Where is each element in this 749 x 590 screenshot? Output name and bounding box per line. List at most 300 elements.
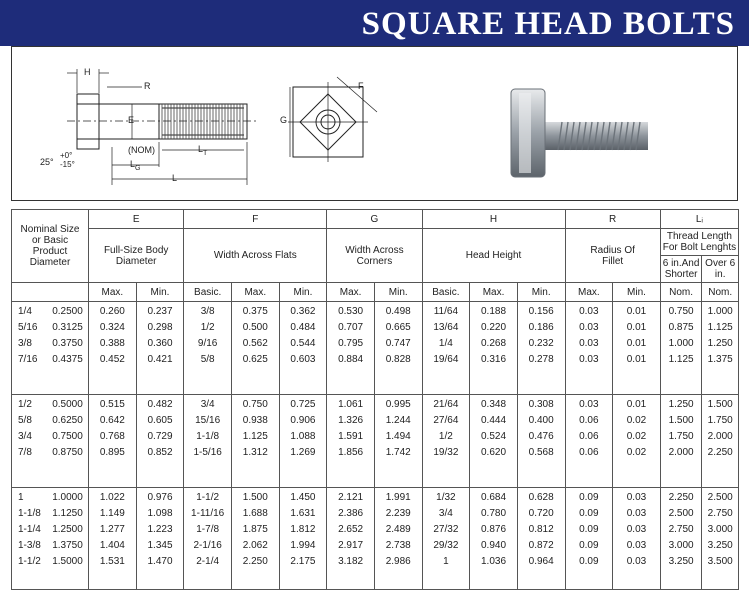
- table-value: 0.06: [579, 415, 599, 426]
- cell-g-min: [374, 302, 422, 395]
- table-value: 1-11/16: [191, 508, 225, 519]
- table-value: 0.01: [626, 338, 647, 349]
- table-value: 2.500: [668, 508, 694, 519]
- table-value: 0.498: [385, 306, 411, 317]
- table-value: 1.1250: [52, 508, 83, 519]
- bolt-photo: [414, 47, 737, 200]
- table-value: 1.500: [668, 415, 694, 426]
- dim-tol-minus: -15°: [60, 160, 75, 169]
- dim-e-label: E: [128, 115, 135, 125]
- cell-l-over: [702, 488, 739, 590]
- table-value: 2.386: [338, 508, 364, 519]
- cell-h-max: [470, 395, 518, 488]
- cell-size: [12, 395, 47, 488]
- table-value: 1/32: [436, 492, 456, 503]
- group-header-e: E: [89, 210, 184, 229]
- table-value: 2.250: [668, 492, 694, 503]
- table-value: 0.603: [290, 354, 316, 365]
- table-value: 0.362: [290, 306, 316, 317]
- table-value: 0.544: [290, 338, 316, 349]
- table-value: 0.360: [147, 338, 173, 349]
- unit-header-blank: [12, 283, 47, 302]
- table-value: 0.515: [99, 399, 125, 410]
- table-value: 0.476: [528, 431, 554, 442]
- cell-e-max: [89, 302, 137, 395]
- table-value: 1.269: [290, 447, 316, 458]
- table-value: 0.09: [579, 540, 599, 551]
- table-value: 0.444: [481, 415, 507, 426]
- table-value: 0.562: [242, 338, 268, 349]
- table-value: 0.06: [579, 431, 599, 442]
- table-value: 27/64: [433, 415, 459, 426]
- table-value: 2.489: [385, 524, 411, 535]
- table-value: 0.388: [99, 338, 125, 349]
- table-value: 3/4: [18, 431, 32, 442]
- size-group-row: [12, 302, 739, 395]
- cell-l-short: [660, 302, 702, 395]
- table-value: 2.175: [290, 556, 316, 567]
- cell-h-max: [470, 302, 518, 395]
- cell-h-min: [517, 302, 565, 395]
- table-value: 1.856: [338, 447, 364, 458]
- table-value: 5/8: [18, 415, 32, 426]
- table-value: 1/2: [438, 431, 453, 442]
- table-value: 1.750: [707, 415, 733, 426]
- dim-lt-label: $L_T$: [198, 144, 208, 157]
- specifications-table: [11, 209, 739, 590]
- cell-r-max: [565, 302, 613, 395]
- cell-h-basic: [422, 395, 470, 488]
- table-value: 1.244: [385, 415, 411, 426]
- table-value: 1.5000: [52, 556, 83, 567]
- cell-r-min: [613, 395, 661, 488]
- table-value: 1.3750: [52, 540, 83, 551]
- table-value: 0.976: [147, 492, 173, 503]
- table-value: 0.780: [481, 508, 507, 519]
- table-value: 0.852: [147, 447, 173, 458]
- cell-f-basic: [184, 302, 232, 395]
- subheader-radius-of-fillet: Radius Of Fillet: [565, 229, 660, 283]
- unit-header: Basic.: [422, 283, 470, 302]
- table-value: 0.530: [338, 306, 364, 317]
- table-value: 1.991: [385, 492, 411, 503]
- dim-f-label: F: [358, 81, 364, 91]
- table-value: 0.642: [99, 415, 125, 426]
- table-value: 0.482: [147, 399, 173, 410]
- table-value: 1: [18, 492, 24, 503]
- table-value: 7/8: [18, 447, 32, 458]
- table-value: 0.09: [579, 524, 599, 535]
- table-value: 0.5000: [52, 399, 83, 410]
- table-value: 0.938: [242, 415, 268, 426]
- table-value: 2.750: [707, 508, 733, 519]
- table-value: 0.665: [385, 322, 411, 333]
- table-value: 1.688: [242, 508, 268, 519]
- technical-diagram: [11, 46, 416, 201]
- cell-g-max: [327, 302, 375, 395]
- table-value: 1/2: [200, 322, 215, 333]
- table-value: 1-1/4: [18, 524, 41, 535]
- table-value: 1.125: [668, 354, 694, 365]
- table-value: 1.591: [338, 431, 364, 442]
- table-value: 0.268: [481, 338, 507, 349]
- table-value: 2.121: [338, 492, 364, 503]
- table-value: 1.000: [668, 338, 694, 349]
- page-title: SQUARE HEAD BOLTS: [361, 6, 735, 42]
- table-value: 1.750: [668, 431, 694, 442]
- cell-basic: [47, 488, 89, 590]
- table-value: 0.188: [481, 306, 507, 317]
- table-value: 1.494: [385, 431, 411, 442]
- table-value: 0.01: [626, 399, 647, 410]
- table-value: 1.742: [385, 447, 411, 458]
- cell-e-min: [136, 488, 184, 590]
- cell-e-max: [89, 488, 137, 590]
- cell-r-min: [613, 488, 661, 590]
- table-value: 2.000: [707, 431, 733, 442]
- table-value: 1.470: [147, 556, 173, 567]
- cell-h-basic: [422, 302, 470, 395]
- cell-e-min: [136, 395, 184, 488]
- table-value: 0.01: [626, 354, 647, 365]
- table-value: 0.03: [579, 322, 599, 333]
- table-value: 0.03: [626, 508, 647, 519]
- cell-f-max: [231, 395, 279, 488]
- table-value: 3.000: [668, 540, 694, 551]
- table-value: 1.088: [290, 431, 316, 442]
- table-value: 0.725: [290, 399, 316, 410]
- table-value: 0.06: [579, 447, 599, 458]
- dim-nom-label: (NOM): [128, 145, 155, 155]
- group-header-l: Lᵢ: [660, 210, 738, 229]
- table-value: 1.312: [242, 447, 268, 458]
- table-value: 0.324: [99, 322, 125, 333]
- table-value: 3/4: [200, 399, 215, 410]
- cell-l-over: [702, 395, 739, 488]
- nominal-size-header: Nominal Size or Basic Product Diameter: [12, 210, 89, 283]
- table-value: 3.250: [707, 540, 733, 551]
- table-value: 0.220: [481, 322, 507, 333]
- table-value: 0.747: [385, 338, 411, 349]
- table-value: 0.452: [99, 354, 125, 365]
- table-value: 0.186: [528, 322, 554, 333]
- cell-h-basic: [422, 488, 470, 590]
- table-value: 1-1/2: [196, 492, 220, 503]
- dim-h-label: H: [84, 67, 91, 77]
- cell-r-max: [565, 395, 613, 488]
- table-value: 0.02: [626, 447, 647, 458]
- table-value: 0.964: [528, 556, 554, 567]
- subheader-over-6in: Over 6 in.: [702, 256, 739, 283]
- cell-h-min: [517, 395, 565, 488]
- dim-r-label: R: [144, 81, 151, 91]
- unit-header: Min.: [517, 283, 565, 302]
- size-group-row: [12, 395, 739, 488]
- table-value: 1.812: [290, 524, 316, 535]
- table-value: 0.884: [338, 354, 364, 365]
- cell-e-min: [136, 302, 184, 395]
- unit-header: Min.: [374, 283, 422, 302]
- table-value: 0.720: [528, 508, 554, 519]
- table-value: 1-3/8: [18, 540, 41, 551]
- table-value: 0.876: [481, 524, 507, 535]
- unit-header: Min.: [136, 283, 184, 302]
- table-value: 3.500: [707, 556, 733, 567]
- table-value: 1.223: [147, 524, 173, 535]
- table-value: 1-1/8: [196, 431, 220, 442]
- table-value: 0.620: [481, 447, 507, 458]
- table-value: 0.524: [481, 431, 507, 442]
- cell-h-min: [517, 488, 565, 590]
- table-value: 0.316: [481, 354, 507, 365]
- subheader-full-size-body-diameter: Full-Size Body Diameter: [89, 229, 184, 283]
- unit-header: Min.: [279, 283, 327, 302]
- cell-l-over: [702, 302, 739, 395]
- table-value: 2.062: [242, 540, 268, 551]
- table-value: 1.022: [99, 492, 125, 503]
- table-value: 19/32: [433, 447, 459, 458]
- table-value: 0.940: [481, 540, 507, 551]
- table-value: 0.09: [579, 508, 599, 519]
- table-value: 2.250: [707, 447, 733, 458]
- table-value: 19/64: [433, 354, 459, 365]
- table-value: 3.182: [338, 556, 364, 567]
- group-header-r: R: [565, 210, 660, 229]
- table-value: 0.895: [99, 447, 125, 458]
- cell-basic: [47, 395, 89, 488]
- subheader-width-across-corners: Width Across Corners: [327, 229, 422, 283]
- table-value: 1.125: [707, 322, 733, 333]
- unit-header: Max.: [470, 283, 518, 302]
- table-value: 2.986: [385, 556, 411, 567]
- table-value: 1.994: [290, 540, 316, 551]
- table-value: 0.8750: [52, 447, 83, 458]
- subheader-width-across-flats: Width Across Flats: [184, 229, 327, 283]
- table-value: 0.03: [579, 338, 599, 349]
- table-value: 0.7500: [52, 431, 83, 442]
- table-value: 1.250: [707, 338, 733, 349]
- group-header-g: G: [327, 210, 422, 229]
- table-value: 0.628: [528, 492, 554, 503]
- table-value: 3.000: [707, 524, 733, 535]
- table-value: 0.6250: [52, 415, 83, 426]
- table-value: 0.812: [528, 524, 554, 535]
- table-value: 2.000: [668, 447, 694, 458]
- cell-f-max: [231, 488, 279, 590]
- table-value: 1.250: [668, 399, 694, 410]
- table-value: 0.03: [626, 524, 647, 535]
- table-value: 5/8: [200, 354, 215, 365]
- cell-size: [12, 488, 47, 590]
- table-value: 0.308: [528, 399, 554, 410]
- unit-header: Max.: [89, 283, 137, 302]
- table-value: 1.345: [147, 540, 173, 551]
- table-value: 1.2500: [52, 524, 83, 535]
- cell-r-max: [565, 488, 613, 590]
- table-value: 0.02: [626, 431, 647, 442]
- table-value: 0.875: [668, 322, 694, 333]
- dim-angle-label: 25°: [40, 157, 54, 167]
- dim-tol-plus: +0°: [60, 151, 73, 160]
- table-value: 0.09: [579, 556, 599, 567]
- table-value: 0.01: [626, 322, 647, 333]
- bolt-drawing: [12, 47, 415, 200]
- table-value: 2.239: [385, 508, 411, 519]
- table-value: 0.768: [99, 431, 125, 442]
- dim-l-label: L: [172, 173, 178, 183]
- unit-header: Max.: [327, 283, 375, 302]
- cell-f-min: [279, 395, 327, 488]
- table-value: 1.000: [707, 306, 733, 317]
- table-value: 1-5/16: [193, 447, 222, 458]
- table-value: 1/4: [438, 338, 453, 349]
- table-value: 21/64: [433, 399, 459, 410]
- table-value: 0.729: [147, 431, 173, 442]
- unit-header-blank: [47, 283, 89, 302]
- table-value: 2-1/4: [196, 556, 220, 567]
- table-value: 0.03: [626, 492, 647, 503]
- subheader-thread-length: Thread Length For Bolt Lenghts: [660, 229, 738, 256]
- unit-header: Nom.: [702, 283, 739, 302]
- table-value: 0.03: [579, 399, 599, 410]
- table-value: 0.278: [528, 354, 554, 365]
- cell-g-min: [374, 395, 422, 488]
- table-value: 1.450: [290, 492, 316, 503]
- table-value: 0.500: [242, 322, 268, 333]
- table-value: 0.232: [528, 338, 554, 349]
- table-value: 2-1/16: [193, 540, 222, 551]
- table-value: 0.03: [626, 540, 647, 551]
- table-value: 11/64: [433, 306, 459, 317]
- cell-f-basic: [184, 488, 232, 590]
- table-value: 0.625: [242, 354, 268, 365]
- table-value: 29/32: [433, 540, 459, 551]
- table-value: 2.738: [385, 540, 411, 551]
- table-value: 0.605: [147, 415, 173, 426]
- unit-header: Nom.: [660, 283, 702, 302]
- table-value: 1.277: [99, 524, 125, 535]
- table-value: 1.061: [338, 399, 364, 410]
- table-value: 0.3125: [52, 322, 83, 333]
- cell-f-basic: [184, 395, 232, 488]
- table-value: 1.375: [707, 354, 733, 365]
- table-value: 0.750: [668, 306, 694, 317]
- table-value: 15/16: [195, 415, 221, 426]
- group-header-h: H: [422, 210, 565, 229]
- table-value: 2.750: [668, 524, 694, 535]
- subheader-head-height: Head Height: [422, 229, 565, 283]
- bolt-photo-panel: [414, 46, 738, 201]
- table-value: 0.375: [242, 306, 268, 317]
- table-value: 2.500: [707, 492, 733, 503]
- cell-l-short: [660, 395, 702, 488]
- table-value: 0.400: [528, 415, 554, 426]
- table-value: 2.917: [338, 540, 364, 551]
- cell-h-max: [470, 488, 518, 590]
- table-value: 0.01: [626, 306, 647, 317]
- table-value: 0.03: [626, 556, 647, 567]
- table-value: 1-1/8: [18, 508, 41, 519]
- table-value: 0.237: [147, 306, 173, 317]
- cell-f-max: [231, 302, 279, 395]
- table-value: 0.3750: [52, 338, 83, 349]
- table-value: 0.298: [147, 322, 173, 333]
- cell-f-min: [279, 488, 327, 590]
- table-value: 1.149: [99, 508, 125, 519]
- cell-r-min: [613, 302, 661, 395]
- table-value: 0.4375: [52, 354, 83, 365]
- cell-l-short: [660, 488, 702, 590]
- table-value: 1/4: [18, 306, 32, 317]
- unit-header: Min.: [613, 283, 661, 302]
- table-value: 1.125: [242, 431, 268, 442]
- table-value: 0.906: [290, 415, 316, 426]
- table-value: 0.872: [528, 540, 554, 551]
- table-value: 0.995: [385, 399, 411, 410]
- unit-header: Max.: [565, 283, 613, 302]
- table-value: 3/4: [438, 508, 453, 519]
- table-value: 1.500: [242, 492, 268, 503]
- page-header: [0, 0, 749, 46]
- table-value: 1.875: [242, 524, 268, 535]
- table-value: 2.652: [338, 524, 364, 535]
- table-value: 0.795: [338, 338, 364, 349]
- table-value: 0.348: [481, 399, 507, 410]
- table-value: 1.098: [147, 508, 173, 519]
- table-value: 9/16: [197, 338, 218, 349]
- table-value: 0.684: [481, 492, 507, 503]
- cell-size: [12, 302, 47, 395]
- dim-g-label: G: [280, 115, 288, 125]
- table-value: 3/8: [200, 306, 215, 317]
- table-value: 1.500: [707, 399, 733, 410]
- group-header-f: F: [184, 210, 327, 229]
- table-value: 0.2500: [52, 306, 83, 317]
- table-value: 0.568: [528, 447, 554, 458]
- table-value: 0.484: [290, 322, 316, 333]
- cell-e-max: [89, 395, 137, 488]
- table-value: 1/2: [18, 399, 32, 410]
- table-value: 27/32: [433, 524, 459, 535]
- table-value: 0.260: [99, 306, 125, 317]
- table-value: 1-1/2: [18, 556, 41, 567]
- table-value: 0.421: [147, 354, 173, 365]
- table-value: 1.631: [290, 508, 316, 519]
- cell-g-max: [327, 395, 375, 488]
- cell-g-max: [327, 488, 375, 590]
- dim-lg-label: $L_G$: [130, 159, 141, 172]
- unit-header: Basic.: [184, 283, 232, 302]
- table-value: 1-7/8: [196, 524, 220, 535]
- table-value: 0.03: [579, 354, 599, 365]
- table-value: 3/8: [18, 338, 32, 349]
- table-value: 0.09: [579, 492, 599, 503]
- subheader-6in-and-shorter: 6 in.And Shorter: [660, 256, 702, 283]
- unit-header: Max.: [231, 283, 279, 302]
- table-value: 1.531: [99, 556, 125, 567]
- table-value: 2.250: [242, 556, 268, 567]
- table-value: 0.707: [338, 322, 364, 333]
- size-group-row: [12, 488, 739, 590]
- table-value: 1.326: [338, 415, 364, 426]
- table-value: 1: [443, 556, 449, 567]
- table-value: 7/16: [18, 354, 38, 365]
- table-value: 0.828: [385, 354, 411, 365]
- table-value: 0.156: [528, 306, 554, 317]
- cell-g-min: [374, 488, 422, 590]
- table-value: 5/16: [18, 322, 38, 333]
- unit-header-row: [12, 283, 739, 302]
